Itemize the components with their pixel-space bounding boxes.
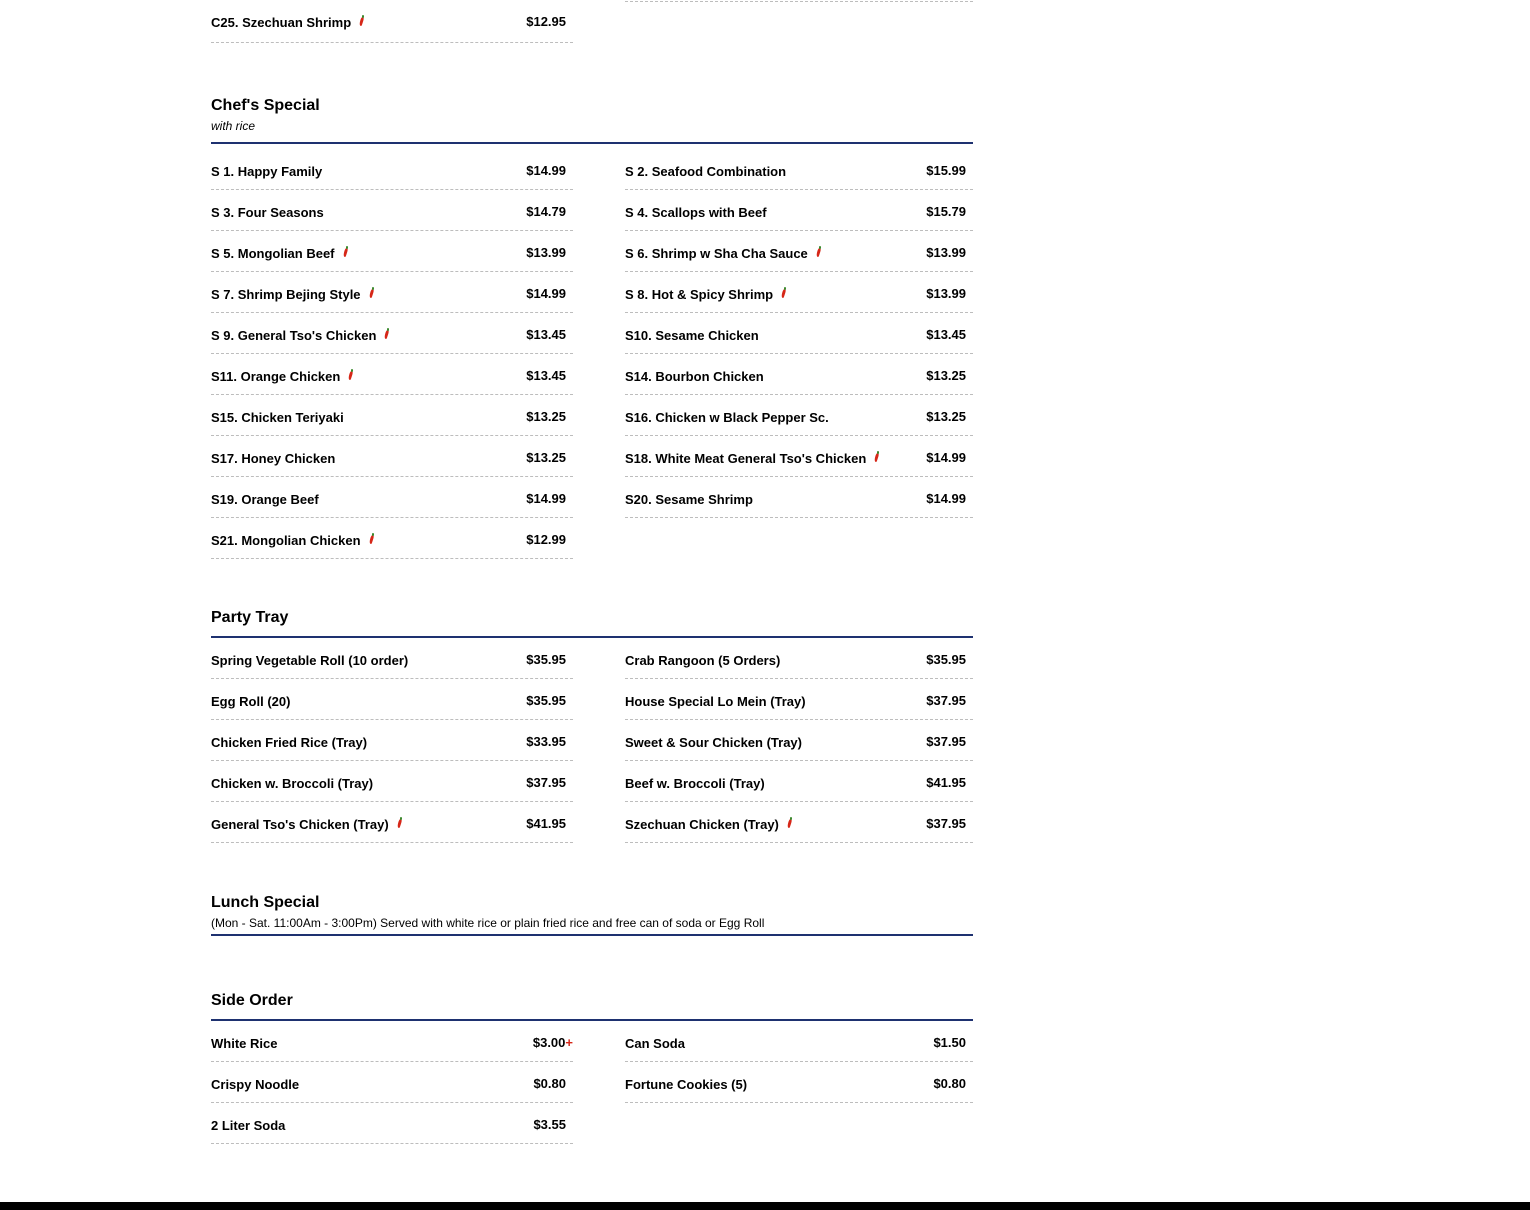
menu-item[interactable] — [211, 477, 573, 518]
column-left — [211, 1021, 573, 1144]
menu-item[interactable] — [211, 720, 573, 761]
section-header — [211, 608, 973, 638]
item-name: S 3. Four Seasons — [211, 205, 324, 220]
item-name: Fortune Cookies (5) — [625, 1077, 748, 1092]
item-name: S19. Orange Beef — [211, 492, 319, 507]
item-price: $13.45 — [526, 368, 566, 383]
chili-pepper-icon — [343, 247, 348, 257]
item-name: White Rice — [211, 1036, 278, 1051]
item-name: S11. Orange Chicken — [211, 369, 341, 384]
item-price: $14.99 — [526, 163, 566, 178]
item-name: S 6. Shrimp w Sha Cha Sauce — [625, 246, 808, 261]
item-name: S15. Chicken Teriyaki — [211, 410, 344, 425]
chili-pepper-icon — [397, 818, 402, 828]
chili-pepper-icon — [816, 247, 821, 257]
menu-item[interactable] — [625, 1021, 973, 1062]
menu-item[interactable] — [625, 679, 973, 720]
menu-item[interactable] — [625, 761, 973, 802]
column-left — [211, 638, 573, 843]
menu-item[interactable] — [211, 0, 573, 43]
item-price: $13.45 — [526, 327, 566, 342]
item-price: $14.99 — [926, 450, 966, 465]
menu-item[interactable] — [625, 436, 973, 477]
item-price: $0.80 — [533, 1076, 566, 1091]
item-name: 2 Liter Soda — [211, 1118, 286, 1133]
chili-pepper-icon — [359, 16, 364, 26]
item-price: $13.25 — [526, 409, 566, 424]
item-name: S20. Sesame Shrimp — [625, 492, 753, 507]
item-price: $35.95 — [526, 693, 566, 708]
item-name: S 9. General Tso's Chicken — [211, 328, 377, 343]
item-price: $37.95 — [926, 734, 966, 749]
section-header — [211, 96, 973, 144]
section-lunch-special — [211, 893, 973, 936]
menu-item[interactable] — [211, 761, 573, 802]
column-left — [211, 149, 573, 559]
menu-item[interactable] — [625, 313, 973, 354]
item-price: $13.25 — [926, 409, 966, 424]
item-price: $35.95 — [926, 652, 966, 667]
item-price: $3.00 — [532, 1035, 566, 1050]
item-name: S 4. Scallops with Beef — [625, 205, 767, 220]
menu-item[interactable] — [211, 679, 573, 720]
menu-item[interactable] — [211, 190, 573, 231]
section-title: Side Order — [211, 992, 293, 1009]
menu-item[interactable] — [211, 436, 573, 477]
section-title: Chef's Special — [211, 97, 320, 114]
item-name: S 8. Hot & Spicy Shrimp — [625, 287, 774, 302]
section-subtitle: with rice — [211, 119, 256, 133]
item-name: Beef w. Broccoli (Tray) — [625, 776, 765, 791]
section-chefs-special — [211, 96, 973, 559]
column-right — [625, 149, 973, 518]
item-name: S17. Honey Chicken — [211, 451, 336, 466]
item-name: General Tso's Chicken (Tray) — [211, 817, 389, 832]
item-name: Crispy Noodle — [211, 1077, 300, 1092]
item-name: S14. Bourbon Chicken — [625, 369, 764, 384]
menu-item[interactable] — [625, 1062, 973, 1103]
menu-item[interactable] — [211, 802, 573, 843]
item-price: $13.99 — [526, 245, 566, 260]
chili-pepper-icon — [781, 288, 786, 298]
options-plus-icon[interactable]: + — [565, 1035, 573, 1050]
item-price: $13.25 — [926, 368, 966, 383]
item-price: $12.99 — [526, 532, 566, 547]
menu-item[interactable] — [211, 638, 573, 679]
item-price: $35.95 — [526, 652, 566, 667]
item-price: $15.79 — [926, 204, 966, 219]
menu-item[interactable] — [211, 1062, 573, 1103]
item-name: Chicken Fried Rice (Tray) — [211, 735, 368, 750]
menu-item[interactable] — [625, 477, 973, 518]
chili-pepper-icon — [348, 370, 353, 380]
item-price: $33.95 — [526, 734, 566, 749]
item-name: S18. White Meat General Tso's Chicken — [625, 451, 867, 466]
item-price: $14.99 — [526, 286, 566, 301]
menu-item[interactable] — [211, 395, 573, 436]
menu-item[interactable] — [625, 231, 973, 272]
item-price: $14.79 — [526, 204, 566, 219]
item-name: Spring Vegetable Roll (10 order) — [211, 653, 409, 668]
section-header — [211, 991, 973, 1021]
item-name: S21. Mongolian Chicken — [211, 533, 361, 548]
menu-item[interactable] — [211, 313, 573, 354]
menu-item[interactable] — [625, 354, 973, 395]
section-title: Lunch Special — [211, 894, 320, 911]
column-right — [625, 638, 973, 843]
menu-item[interactable] — [211, 272, 573, 313]
menu-item[interactable] — [211, 1021, 573, 1062]
section-header — [211, 893, 973, 936]
menu-item[interactable] — [211, 231, 573, 272]
menu-item[interactable] — [211, 1103, 573, 1144]
item-name: Can Soda — [625, 1036, 685, 1051]
item-price: $3.55 — [533, 1117, 566, 1132]
previous-section-tail — [211, 0, 973, 60]
chili-pepper-icon — [369, 534, 374, 544]
item-name: Egg Roll (20) — [211, 694, 291, 709]
item-price: $14.99 — [926, 491, 966, 506]
item-price: $13.45 — [926, 327, 966, 342]
item-price: $1.50 — [933, 1035, 966, 1050]
item-name: Sweet & Sour Chicken (Tray) — [625, 735, 802, 750]
column-right — [625, 1021, 973, 1103]
chili-pepper-icon — [369, 288, 374, 298]
chili-pepper-icon — [787, 818, 792, 828]
menu-content — [211, 0, 973, 1144]
divider — [625, 0, 973, 2]
item-price: $37.95 — [926, 693, 966, 708]
item-price: $13.99 — [926, 245, 966, 260]
section-party-tray — [211, 608, 973, 843]
menu-item[interactable] — [625, 272, 973, 313]
menu-item[interactable] — [625, 802, 973, 843]
footer-bar — [0, 1202, 1530, 1210]
menu-item[interactable] — [625, 395, 973, 436]
section-side-order — [211, 991, 973, 1144]
item-price: $13.25 — [526, 450, 566, 465]
item-name: House Special Lo Mein (Tray) — [625, 694, 806, 709]
item-name: Crab Rangoon (5 Orders) — [625, 653, 781, 668]
item-name: C25. Szechuan Shrimp — [211, 15, 352, 30]
item-name: S16. Chicken w Black Pepper Sc. — [625, 410, 829, 425]
item-name: S 2. Seafood Combination — [625, 164, 787, 179]
item-price: $12.95 — [526, 14, 566, 29]
chili-pepper-icon — [874, 452, 879, 462]
item-name: Szechuan Chicken (Tray) — [625, 817, 779, 832]
menu-item[interactable] — [625, 149, 973, 190]
menu-item[interactable] — [625, 638, 973, 679]
menu-item[interactable] — [211, 518, 573, 559]
menu-item[interactable] — [625, 190, 973, 231]
menu-item[interactable] — [211, 354, 573, 395]
menu-item[interactable] — [625, 720, 973, 761]
chili-pepper-icon — [384, 329, 389, 339]
section-title: Party Tray — [211, 609, 289, 626]
item-price: $15.99 — [926, 163, 966, 178]
item-name: S10. Sesame Chicken — [625, 328, 759, 343]
menu-item[interactable] — [211, 149, 573, 190]
item-name: S 5. Mongolian Beef — [211, 246, 335, 261]
item-name: S 1. Happy Family — [211, 164, 323, 179]
item-price: $41.95 — [926, 775, 966, 790]
item-price: $37.95 — [526, 775, 566, 790]
item-price: $37.95 — [926, 816, 966, 831]
item-name: S 7. Shrimp Bejing Style — [211, 287, 361, 302]
item-price: $14.99 — [526, 491, 566, 506]
item-name: Chicken w. Broccoli (Tray) — [211, 776, 374, 791]
item-price: $41.95 — [526, 816, 566, 831]
section-subtitle: (Mon - Sat. 11:00Am - 3:00Pm) Served with white rice or plain fried rice and free can of soda or Egg Roll — [211, 916, 765, 930]
item-price: $13.99 — [926, 286, 966, 301]
item-price: $0.80 — [933, 1076, 966, 1091]
